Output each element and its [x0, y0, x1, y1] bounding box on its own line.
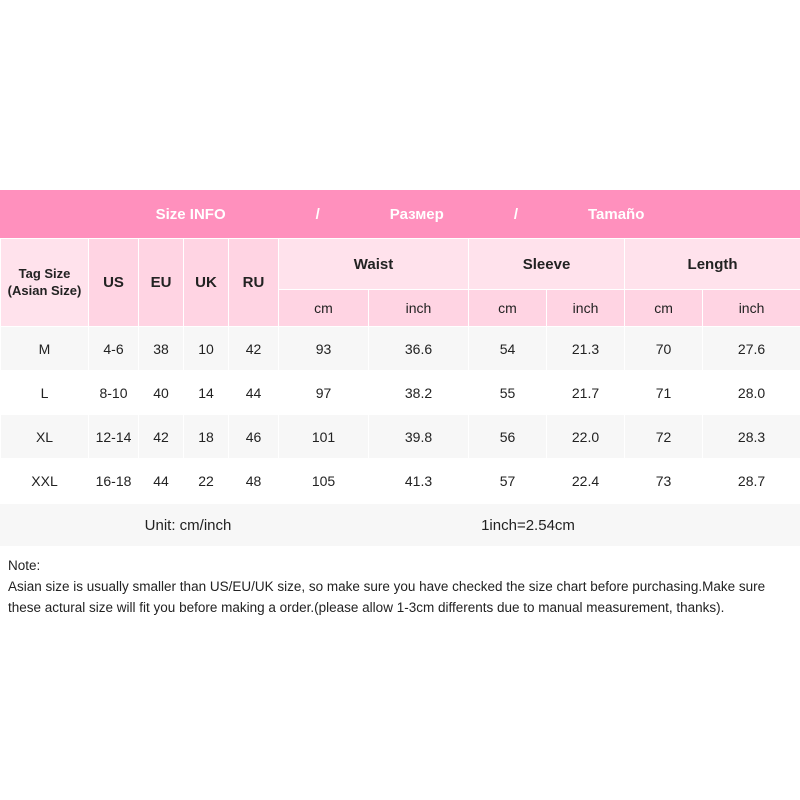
header-sleeve: Sleeve	[469, 239, 625, 290]
cell-tag: M	[1, 327, 89, 371]
cell-length-inch: 27.6	[703, 327, 800, 371]
cell-us: 12-14	[89, 415, 139, 459]
header-sleeve-cm: cm	[469, 290, 547, 327]
cell-sleeve-cm: 56	[469, 415, 547, 459]
cell-uk: 10	[184, 327, 229, 371]
cell-uk: 14	[184, 371, 229, 415]
cell-us: 16-18	[89, 459, 139, 503]
table-row	[1, 459, 800, 503]
size-chart	[0, 190, 800, 619]
title-tamano: Tamaño	[587, 205, 645, 223]
cell-waist-cm: 101	[279, 415, 369, 459]
cell-waist-cm: 105	[279, 459, 369, 503]
header-us: US	[89, 239, 139, 327]
cell-length-cm: 71	[625, 371, 703, 415]
table-row	[1, 327, 800, 371]
header-uk: UK	[184, 239, 229, 327]
cell-sleeve-cm: 57	[469, 459, 547, 503]
header-tag-size-line2: (Asian Size)	[7, 282, 82, 298]
cell-ru: 46	[229, 415, 279, 459]
cell-waist-cm: 97	[279, 371, 369, 415]
cell-sleeve-inch: 21.7	[547, 371, 625, 415]
header-length-inch: inch	[703, 290, 800, 327]
header-waist: Waist	[279, 239, 469, 290]
cell-length-inch: 28.0	[703, 371, 800, 415]
cell-uk: 18	[184, 415, 229, 459]
chart-title-bar	[0, 190, 800, 238]
header-length-cm: cm	[625, 290, 703, 327]
cell-length-inch: 28.7	[703, 459, 800, 503]
cell-tag: L	[1, 371, 89, 415]
header-tag-size-line1: Tag Size	[18, 266, 71, 282]
cell-sleeve-inch: 22.0	[547, 415, 625, 459]
cell-waist-inch: 41.3	[369, 459, 469, 503]
size-table	[0, 238, 800, 503]
table-header-groups	[1, 239, 800, 290]
conversion-text: 1inch=2.54cm	[481, 516, 575, 534]
header-ru: RU	[229, 239, 279, 327]
cell-sleeve-inch: 22.4	[547, 459, 625, 503]
title-separator-2: /	[513, 205, 518, 223]
header-length: Length	[625, 239, 800, 290]
cell-waist-inch: 39.8	[369, 415, 469, 459]
note-heading: Note:	[8, 558, 41, 573]
header-tag-size	[1, 239, 89, 327]
header-eu: EU	[139, 239, 184, 327]
cell-us: 8-10	[89, 371, 139, 415]
cell-length-cm: 73	[625, 459, 703, 503]
table-row	[1, 415, 800, 459]
cell-length-cm: 72	[625, 415, 703, 459]
cell-waist-cm: 93	[279, 327, 369, 371]
cell-tag: XXL	[1, 459, 89, 503]
header-sleeve-inch: inch	[547, 290, 625, 327]
cell-waist-inch: 38.2	[369, 371, 469, 415]
cell-waist-inch: 36.6	[369, 327, 469, 371]
table-row	[1, 371, 800, 415]
title-separator-1: /	[315, 205, 320, 223]
header-waist-cm: cm	[279, 290, 369, 327]
cell-us: 4-6	[89, 327, 139, 371]
unit-footer-row	[0, 503, 800, 546]
title-size-info: Size INFO	[155, 205, 226, 223]
cell-eu: 40	[139, 371, 184, 415]
cell-sleeve-cm: 55	[469, 371, 547, 415]
cell-uk: 22	[184, 459, 229, 503]
cell-sleeve-inch: 21.3	[547, 327, 625, 371]
cell-length-cm: 70	[625, 327, 703, 371]
cell-eu: 44	[139, 459, 184, 503]
cell-ru: 42	[229, 327, 279, 371]
cell-eu: 42	[139, 415, 184, 459]
header-waist-inch: inch	[369, 290, 469, 327]
cell-eu: 38	[139, 327, 184, 371]
note-block	[0, 546, 800, 619]
note-line-2: these actural size will fit you before making a order.(please allow 1-3cm differents due to manual measurement, thanks).	[8, 599, 725, 615]
cell-length-inch: 28.3	[703, 415, 800, 459]
cell-tag: XL	[1, 415, 89, 459]
title-razmer: Размер	[389, 205, 444, 223]
cell-sleeve-cm: 54	[469, 327, 547, 371]
note-line-1: Asian size is usually smaller than US/EU/UK size, so make sure you have checked the size chart before purchasing.Make sure	[8, 578, 766, 594]
cell-ru: 44	[229, 371, 279, 415]
unit-text: Unit: cm/inch	[144, 516, 232, 534]
cell-ru: 48	[229, 459, 279, 503]
